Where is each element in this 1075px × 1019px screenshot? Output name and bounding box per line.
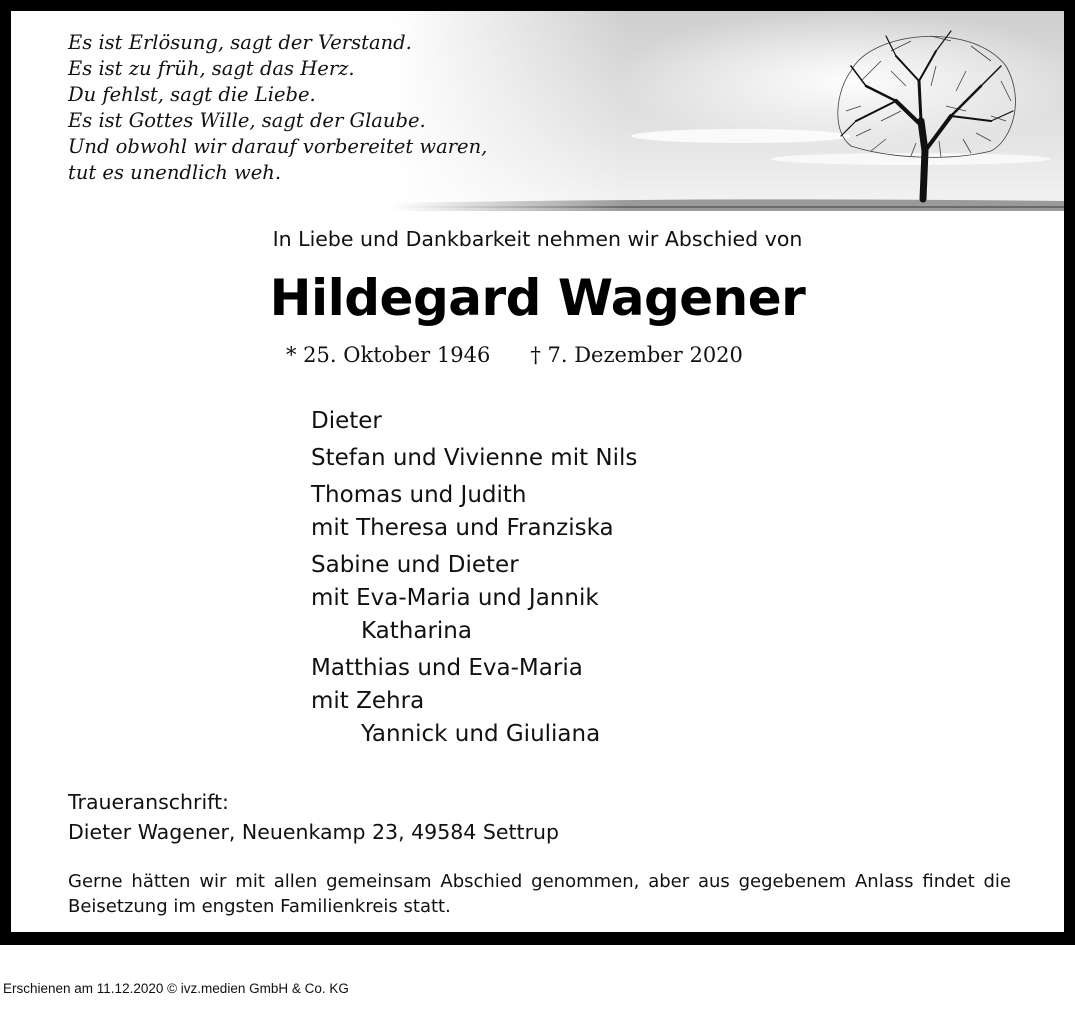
- life-dates: [286, 343, 743, 367]
- mourner-group: [311, 405, 637, 438]
- mourner-line: Sabine und Dieter: [311, 552, 519, 578]
- mourner-group: [311, 652, 637, 751]
- obituary-card: [11, 11, 1064, 932]
- tree-landscape-image: [391, 11, 1064, 217]
- poem-line: tut es unendlich weh.: [68, 161, 282, 184]
- intro-text: In Liebe und Dankbarkeit nehmen wir Abschied von: [272, 227, 803, 251]
- address-label: Traueranschrift:: [68, 790, 229, 814]
- birth-date: * 25. Oktober 1946: [286, 343, 491, 367]
- deceased-name: Hildegard Wagener: [269, 269, 806, 327]
- poem-line: Es ist Gottes Wille, sagt der Glaube.: [68, 109, 426, 132]
- mourner-line: Dieter: [311, 408, 382, 434]
- mourners-list: [311, 405, 637, 755]
- publication-footer: Erschienen am 11.12.2020 © ivz.medien GmbH & Co. KG: [3, 981, 349, 996]
- mourner-line: Stefan und Vivienne mit Nils: [311, 445, 638, 471]
- death-date: † 7. Dezember 2020: [530, 343, 743, 367]
- mourner-group: [311, 549, 637, 648]
- mourner-line: mit Eva-Maria und Jannik: [311, 585, 599, 611]
- mourner-group: [311, 479, 637, 545]
- mourner-line: Thomas und Judith: [311, 482, 527, 508]
- mourner-line: Katharina: [361, 618, 472, 644]
- poem-line: Es ist zu früh, sagt das Herz.: [68, 57, 355, 80]
- mourner-line: mit Zehra: [311, 688, 425, 714]
- mourner-line: Yannick und Giuliana: [361, 721, 601, 747]
- poem-line: Es ist Erlösung, sagt der Verstand.: [68, 31, 412, 54]
- mourner-group: [311, 442, 637, 475]
- funeral-note: Gerne hätten wir mit allen gemeinsam Abschied genommen, aber aus gegebenem Anlass findet die Beisetzung im engsten Familienkreis statt.: [68, 871, 1011, 917]
- mourning-address: [68, 787, 559, 847]
- address-line: Dieter Wagener, Neuenkamp 23, 49584 Settrup: [68, 820, 559, 844]
- poem-line: Und obwohl wir darauf vorbereitet waren,: [68, 135, 488, 158]
- poem-line: Du fehlst, sagt die Liebe.: [68, 83, 316, 106]
- mourner-line: mit Theresa und Franziska: [311, 515, 614, 541]
- mourner-line: Matthias und Eva-Maria: [311, 655, 583, 681]
- poem: [68, 30, 487, 186]
